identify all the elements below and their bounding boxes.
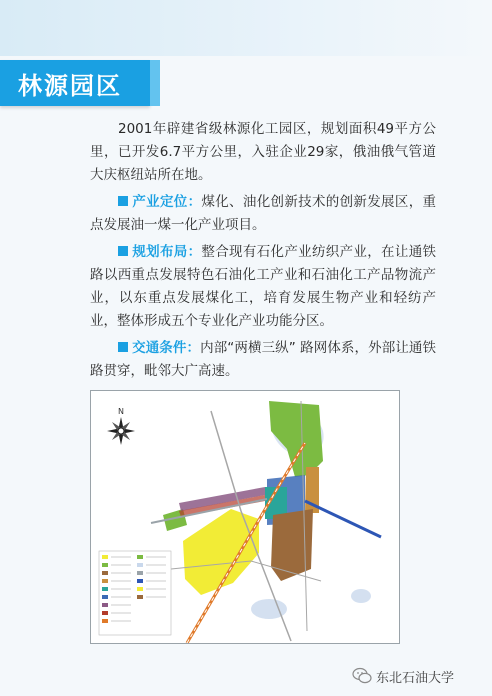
header-gradient <box>0 0 492 56</box>
section-industry-positioning <box>90 191 436 237</box>
section-label: 规划布局： <box>132 244 202 260</box>
map-legend <box>99 551 171 635</box>
wechat-logo-icon <box>352 666 372 686</box>
section-planning-layout <box>90 241 436 333</box>
section-title-bar <box>0 60 150 106</box>
section-transport <box>90 337 436 383</box>
section-label: 产业定位： <box>132 194 202 210</box>
section-text: 整合现有石化产业纺织产业，在让通铁路以西重点发展特色石油化工产业和石油化工产品物流产业，以东重点发展煤化工，培育发展生物产业和轻纺产业，整体形成五个专业化产业功能分区。 <box>90 244 437 329</box>
planning-map-image <box>91 391 399 643</box>
title-accent-stripe <box>150 60 160 106</box>
watermark-text: 东北石油大学 <box>376 671 455 686</box>
bullet-square-icon <box>118 342 128 352</box>
bullet-square-icon <box>118 246 128 256</box>
section-text: 内部“两横三纵” 路网体系，外部让通铁路贯穿，毗邻大广高速。 <box>90 340 437 379</box>
compass-label: N <box>118 407 124 416</box>
section-text: 煤化、油化创新技术的创新发展区，重点发展油一煤一化产业项目。 <box>90 194 437 233</box>
park-planning-map <box>90 390 400 644</box>
bullet-square-icon <box>118 196 128 206</box>
section-label: 交通条件： <box>132 340 201 356</box>
article-body <box>90 118 436 387</box>
wechat-watermark <box>352 664 484 688</box>
intro-paragraph: 2001年辟建省级林源化工园区，规划面积49平方公里，已开发6.7平方公里，入驻企业29家，俄油俄气管道大庆枢纽站所在地。 <box>90 121 436 183</box>
page-title: 林源园区 <box>18 72 122 100</box>
